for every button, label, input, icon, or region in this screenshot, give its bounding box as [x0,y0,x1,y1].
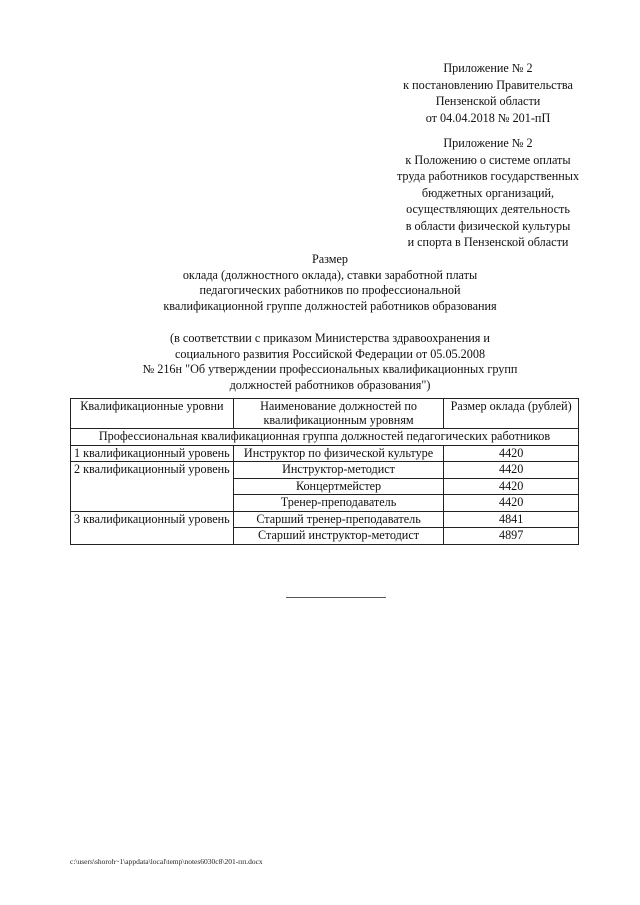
title-line: квалификационной группе должностей работников образования [163,298,497,313]
appendix-2-line: Приложение № 2 [443,136,533,150]
appendix-2-line: бюджетных организаций, [421,185,555,200]
title-line: Размер [311,252,349,266]
legal-basis-note [90,331,570,393]
salary-cell: 4420 [444,445,579,462]
header-salary-amount: Размер оклада (рублей) [444,399,579,429]
table-row [71,445,579,462]
title-line: оклада (должностного оклада), ставки заработной платы [182,267,478,282]
basis-line: (в соответствии с приказом Министерства здравоохранения и [170,331,490,345]
appendix-1-line: от 04.04.2018 № 201-пП [425,110,551,125]
appendix-2-line: и спорта в Пензенской области [407,235,569,249]
level-cell: 3 квалификационный уровень [71,511,234,544]
salary-cell: 4420 [444,478,579,495]
appendix-to-resolution [360,60,616,126]
end-separator-line [286,597,386,598]
document-title [90,252,570,314]
basis-line: № 216н "Об утверждении профессиональных квалификационных групп [142,362,518,376]
table-row [71,462,579,479]
appendix-1-line: Приложение № 2 [443,61,533,75]
salary-table [70,398,579,545]
table-group-row [71,429,579,446]
position-cell: Инструктор по физической культуре [233,445,444,462]
table-row [71,511,579,528]
salary-cell: 4420 [444,462,579,479]
position-cell: Инструктор-методист [233,462,444,479]
table-header-row [71,399,579,429]
level-cell: 1 квалификационный уровень [71,445,234,462]
level-cell: 2 квалификационный уровень [71,462,234,512]
header-qualification-levels: Квалификационные уровни [71,399,234,429]
appendix-1-line: Пензенской области [435,94,541,108]
position-cell: Старший тренер-преподаватель [233,511,444,528]
appendix-2-line: осуществляющих деятельность [406,202,570,216]
basis-line: социального развития Российской Федерации от 05.05.2008 [174,346,486,361]
footer-file-path: c:\users\shoroh~1\appdata\local\temp\notes6030c8\201-пп.docx [70,857,263,866]
group-title-cell: Профессиональная квалификационная группа должностей педагогических работников [71,429,579,446]
position-cell: Тренер-преподаватель [233,495,444,512]
salary-cell: 4897 [444,528,579,545]
salary-cell: 4420 [444,495,579,512]
position-cell: Старший инструктор-методист [233,528,444,545]
header-position-names: Наименование должностей по квалификационным уровням [233,399,444,429]
position-cell: Концертмейстер [233,478,444,495]
appendix-2-line: в области физической культуры [405,218,571,233]
title-line: педагогических работников по профессиональной [199,283,461,297]
appendix-to-regulation [360,135,616,251]
appendix-2-line: к Положению о системе оплаты [405,152,571,167]
salary-cell: 4841 [444,511,579,528]
basis-line: должностей работников образования") [229,377,431,392]
appendix-1-line: к постановлению Правительства [403,77,573,92]
appendix-2-line: труда работников государственных [396,169,580,183]
